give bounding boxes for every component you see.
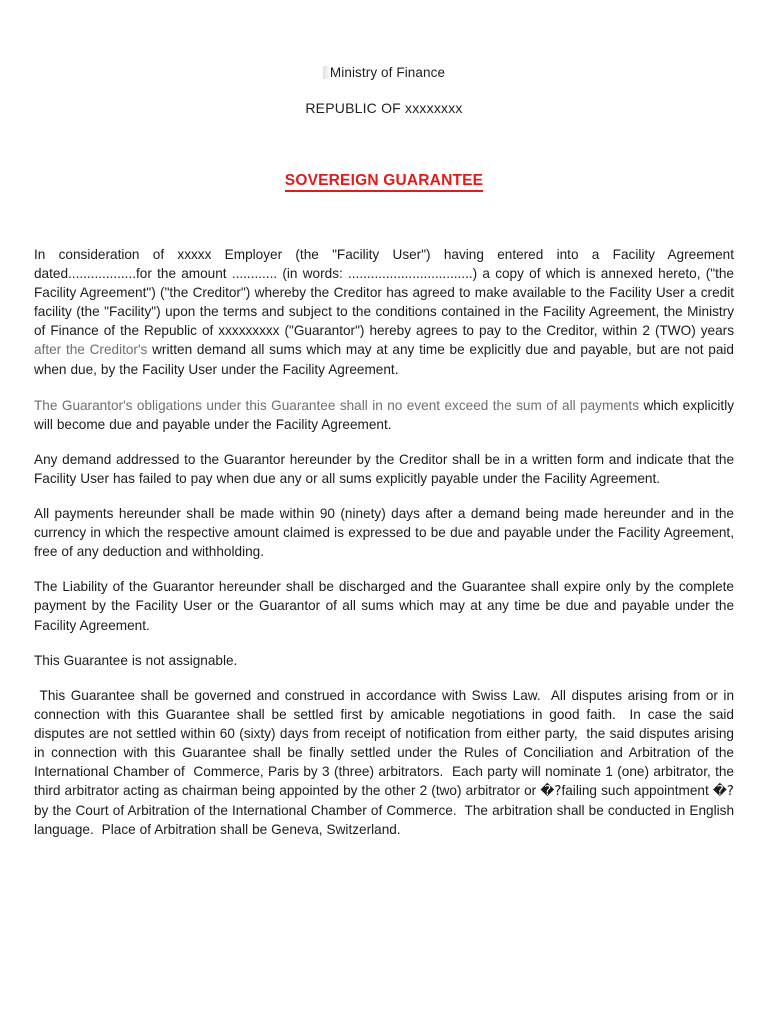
paragraph-governing-law-part2: failing such appointment <box>561 783 713 799</box>
page-title-text: SOVEREIGN GUARANTEE <box>285 172 483 192</box>
document-body <box>34 245 738 854</box>
paragraph-consideration <box>34 245 734 379</box>
paragraph-consideration-faded: after the Creditor's <box>34 342 148 358</box>
paragraph-consideration-part2: written demand all sums which may at any time be explicitly due and payable, but are not paid when due, by the Facility User under the Facility Agreement. <box>34 342 734 377</box>
header-ministry <box>0 65 768 80</box>
paragraph-liability: The Liability of the Guarantor hereunder shall be discharged and the Guarantee shall expire only by the complete payment by the Facility User or the Guarantor of all sums which may at any time be due and payable under the Facility Agreement. <box>34 579 734 633</box>
paragraph-governing-law-part3: by the Court of Arbitration of the International Chamber of Commerce. The arbitration shall be conducted in English language. Place of Arbitration shall be Geneva, Switzerland. <box>34 803 738 838</box>
paragraph-consideration-part1: In consideration of xxxxx Employer (the "Facility User") having entered into a Facility Agreement dated..................for the amount ............ (in words: .................................) a copy of which is annexed hereto, ("the Facility Agreement") ("the Creditor") whereby the Creditor has agreed to make available to the Facility User a credit facility (the "Facility") upon the terms and subject to the conditions contained in the Facility Agreement, the Ministry of Finance of the Republic of xxxxxxxxx ("Guarantor") hereby agrees to pay to the Creditor, within 2 (TWO) years <box>34 247 734 339</box>
paragraph-obligations <box>34 396 734 434</box>
paragraph-governing-law <box>34 686 738 840</box>
mojibake-glyph-second: �? <box>712 783 734 800</box>
paragraph-assignability: This Guarantee is not assignable. <box>34 652 238 668</box>
paragraph-obligations-rest: which explicitly will become due and payable under the Facility Agreement. <box>34 397 735 432</box>
header-ministry-text: Ministry of Finance <box>329 65 446 80</box>
header-republic: REPUBLIC OF xxxxxxxx <box>305 100 463 116</box>
page-title <box>0 172 768 190</box>
scan-smudge-artifact <box>323 66 330 79</box>
paragraph-governing-law-part1: This Guarantee shall be governed and construed in accordance with Swiss Law. All disputes arising from or in connection with this Guarantee shall be settled first by amicable negotiations in good faith. In case the said disputes are not settled within 60 (sixty) days from receipt of notification from either party, the said disputes arising in connection with this Guarantee shall be finally settled under the Rules of Conciliation and Arbitration of the International Chamber of Commerce, Paris by 3 (three) arbitrators. Each party will nominate 1 (one) arbitrator, the third arbitrator acting as chairman being appointed by the other 2 (two) arbitrator or <box>34 687 738 799</box>
paragraph-demand: Any demand addressed to the Guarantor hereunder by the Creditor shall be in a written form and indicate that the Facility User has failed to pay when due any or all sums explicitly payable under the Facility Agreement. <box>34 451 734 486</box>
paragraph-obligations-faded: The Guarantor's obligations under this Guarantee shall in no event exceed the sum of all payments <box>34 397 639 413</box>
paragraph-payments: All payments hereunder shall be made within 90 (ninety) days after a demand being made hereunder and in the currency in which the respective amount claimed is expressed to be due and payable under the Facility Agreement, free of any deduction and withholding. <box>34 506 734 560</box>
mojibake-glyph-first: �? <box>540 783 562 800</box>
